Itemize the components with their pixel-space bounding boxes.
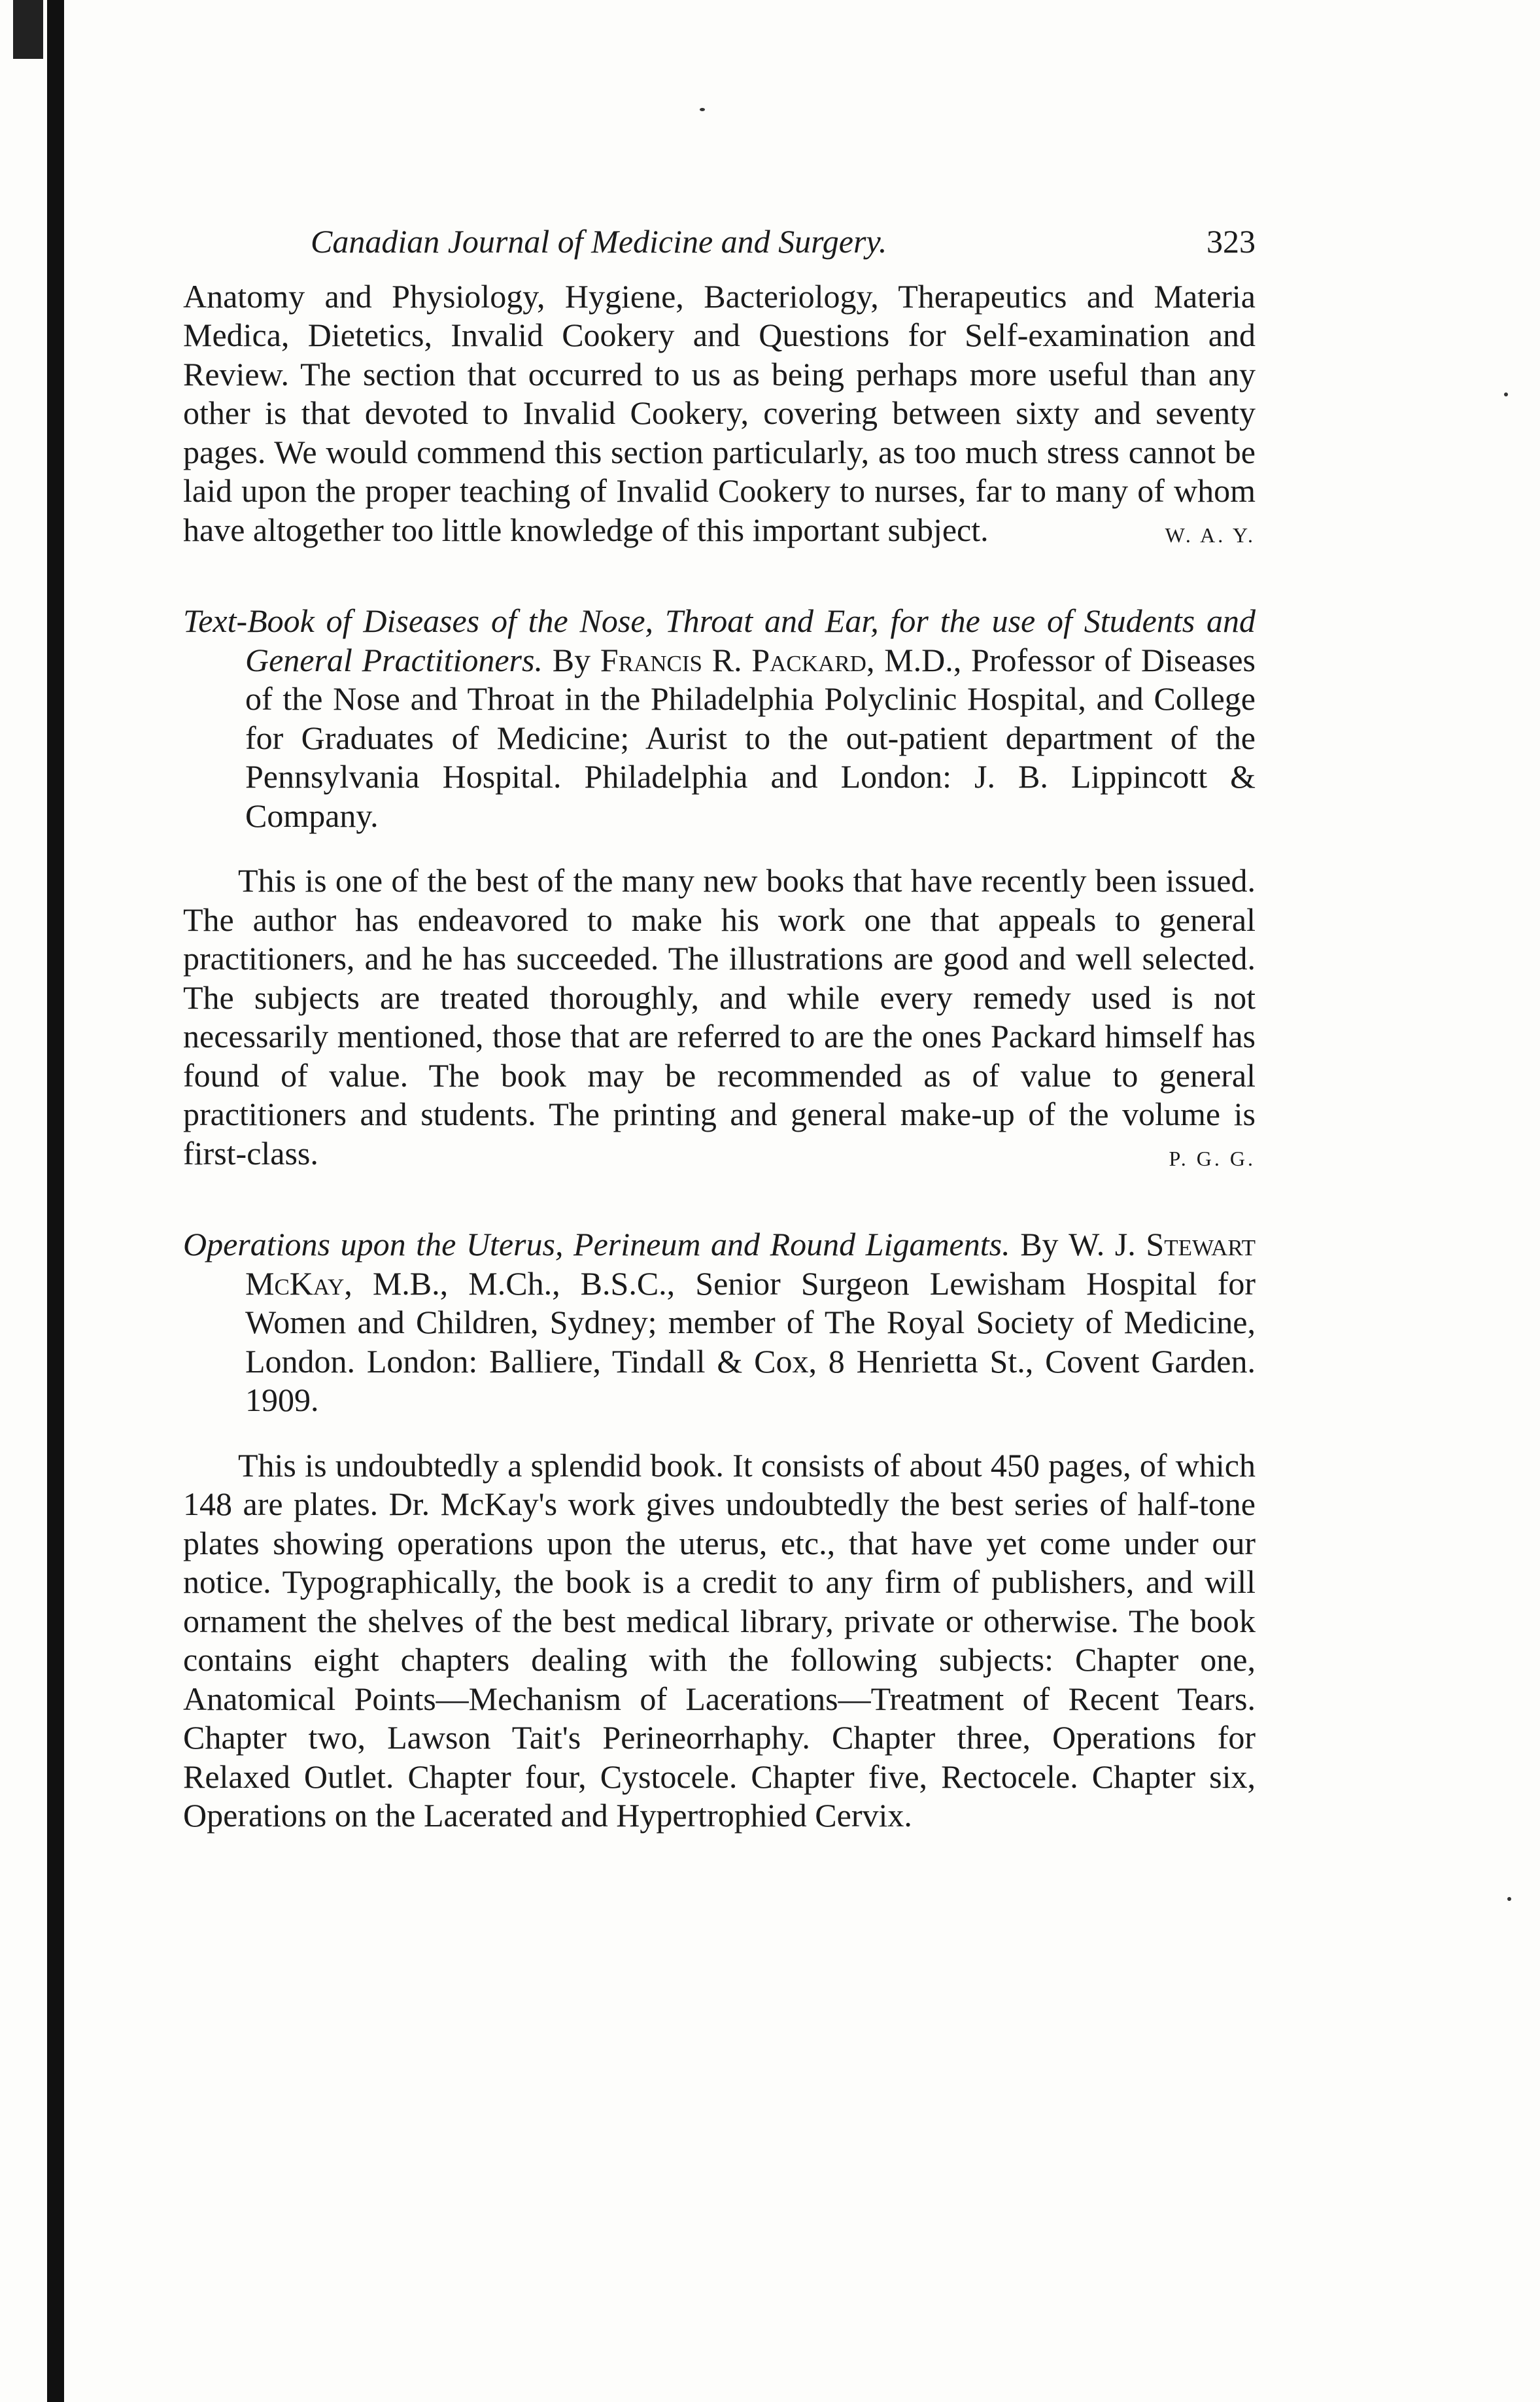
reviewer-initials: P. G. G. xyxy=(1169,1146,1256,1170)
page-number: 323 xyxy=(1206,223,1256,260)
book-citation xyxy=(183,602,1256,835)
by-label: By xyxy=(552,641,591,678)
journal-page xyxy=(183,222,1256,1836)
book-details: , M.D., Professor of Diseases of the Nose and Throat in the Philadelphia Polyclinic Hospital, and College for Graduates of Medicine; Aurist to the out-patient department of the Pennsylvania Hospital. Philadelphia and London: J. B. Lippincott & Company. xyxy=(245,641,1256,834)
book-title: Operations upon the Uterus, Perineum and Round Ligaments. xyxy=(183,1226,1010,1262)
review-continuation-body: Anatomy and Physiology, Hygiene, Bacteriology, Therapeutics and Materia Medica, Dietetics, Invalid Cookery and Questions for Self-examination and Review. The section that occurred to us as being perhaps more useful than any other is that devoted to Invalid Cookery, covering between sixty and seventy pages. We would commend this section particularly, as too much stress cannot be laid upon the proper teaching of Invalid Cookery to nurses, far to many of whom have altogether too little knowledge of this important subject. xyxy=(183,277,1256,548)
book-author: W. J. Stewart McKay xyxy=(245,1226,1256,1302)
book-author: Francis R. Packard xyxy=(600,641,866,678)
paper-speck xyxy=(1504,392,1508,396)
review-text xyxy=(183,862,1256,1173)
book-details: , M.B., M.Ch., B.S.C., Senior Surgeon Lewisham Hospital for Women and Children, Sydney; member of The Royal Society of Medicine, London. London: Balliere, Tindall & Cox, 8 Henrietta St., Covent Garden. 1909. xyxy=(245,1264,1256,1418)
journal-title: Canadian Journal of Medicine and Surgery. xyxy=(311,223,887,260)
running-header xyxy=(311,222,1256,262)
page-binding-edge xyxy=(47,0,64,2402)
review-continuation xyxy=(183,277,1256,555)
book-title: Text-Book of Diseases of the Nose, Throat and Ear, for the use of Students and General Practitioners. xyxy=(183,602,1256,678)
book-review xyxy=(183,862,1256,1178)
reviewer-initials: W. A. Y. xyxy=(1165,523,1256,547)
book-citation xyxy=(183,1225,1256,1420)
by-label: By xyxy=(1020,1226,1059,1262)
paper-speck xyxy=(700,108,705,111)
review-continuation-text xyxy=(183,277,1256,550)
paper-speck xyxy=(1507,1897,1511,1901)
review-text: This is undoubtedly a splendid book. It consists of about 450 pages, of which 148 are plates. Dr. McKay's work gives undoubtedly the best series of half-tone plates showing operations upon the uterus, etc., that have yet come under our notice. Typographically, the book is a credit to any firm of publishers, and will ornament the shelves of the best medical library, private or otherwise. The book contains eight chapters dealing with the following subjects: Chapter one, Anatomical Points—Mechanism of Lacerations—Treatment of Recent Tears. Chapter two, Lawson Tait's Perineorrhaphy. Chapter three, Operations for Relaxed Outlet. Chapter four, Cystocele. Chapter five, Rectocele. Chapter six, Operations on the Lacerated and Hypertrophied Cervix. xyxy=(183,1446,1256,1834)
review-body: This is one of the best of the many new books that have recently been issued. The author has endeavored to make his work one that appeals to general practitioners, and he has succeeded. The illustrations are good and well selected. The subjects are treated thoroughly, and while every remedy used is not necessarily mentioned, those that are referred to are the ones Packard himself has found of value. The book may be recommended as of value to general practitioners and students. The printing and general make-up of the volume is first-class. xyxy=(183,862,1256,1172)
book-review xyxy=(183,1446,1256,1836)
binding-shadow xyxy=(13,0,43,59)
